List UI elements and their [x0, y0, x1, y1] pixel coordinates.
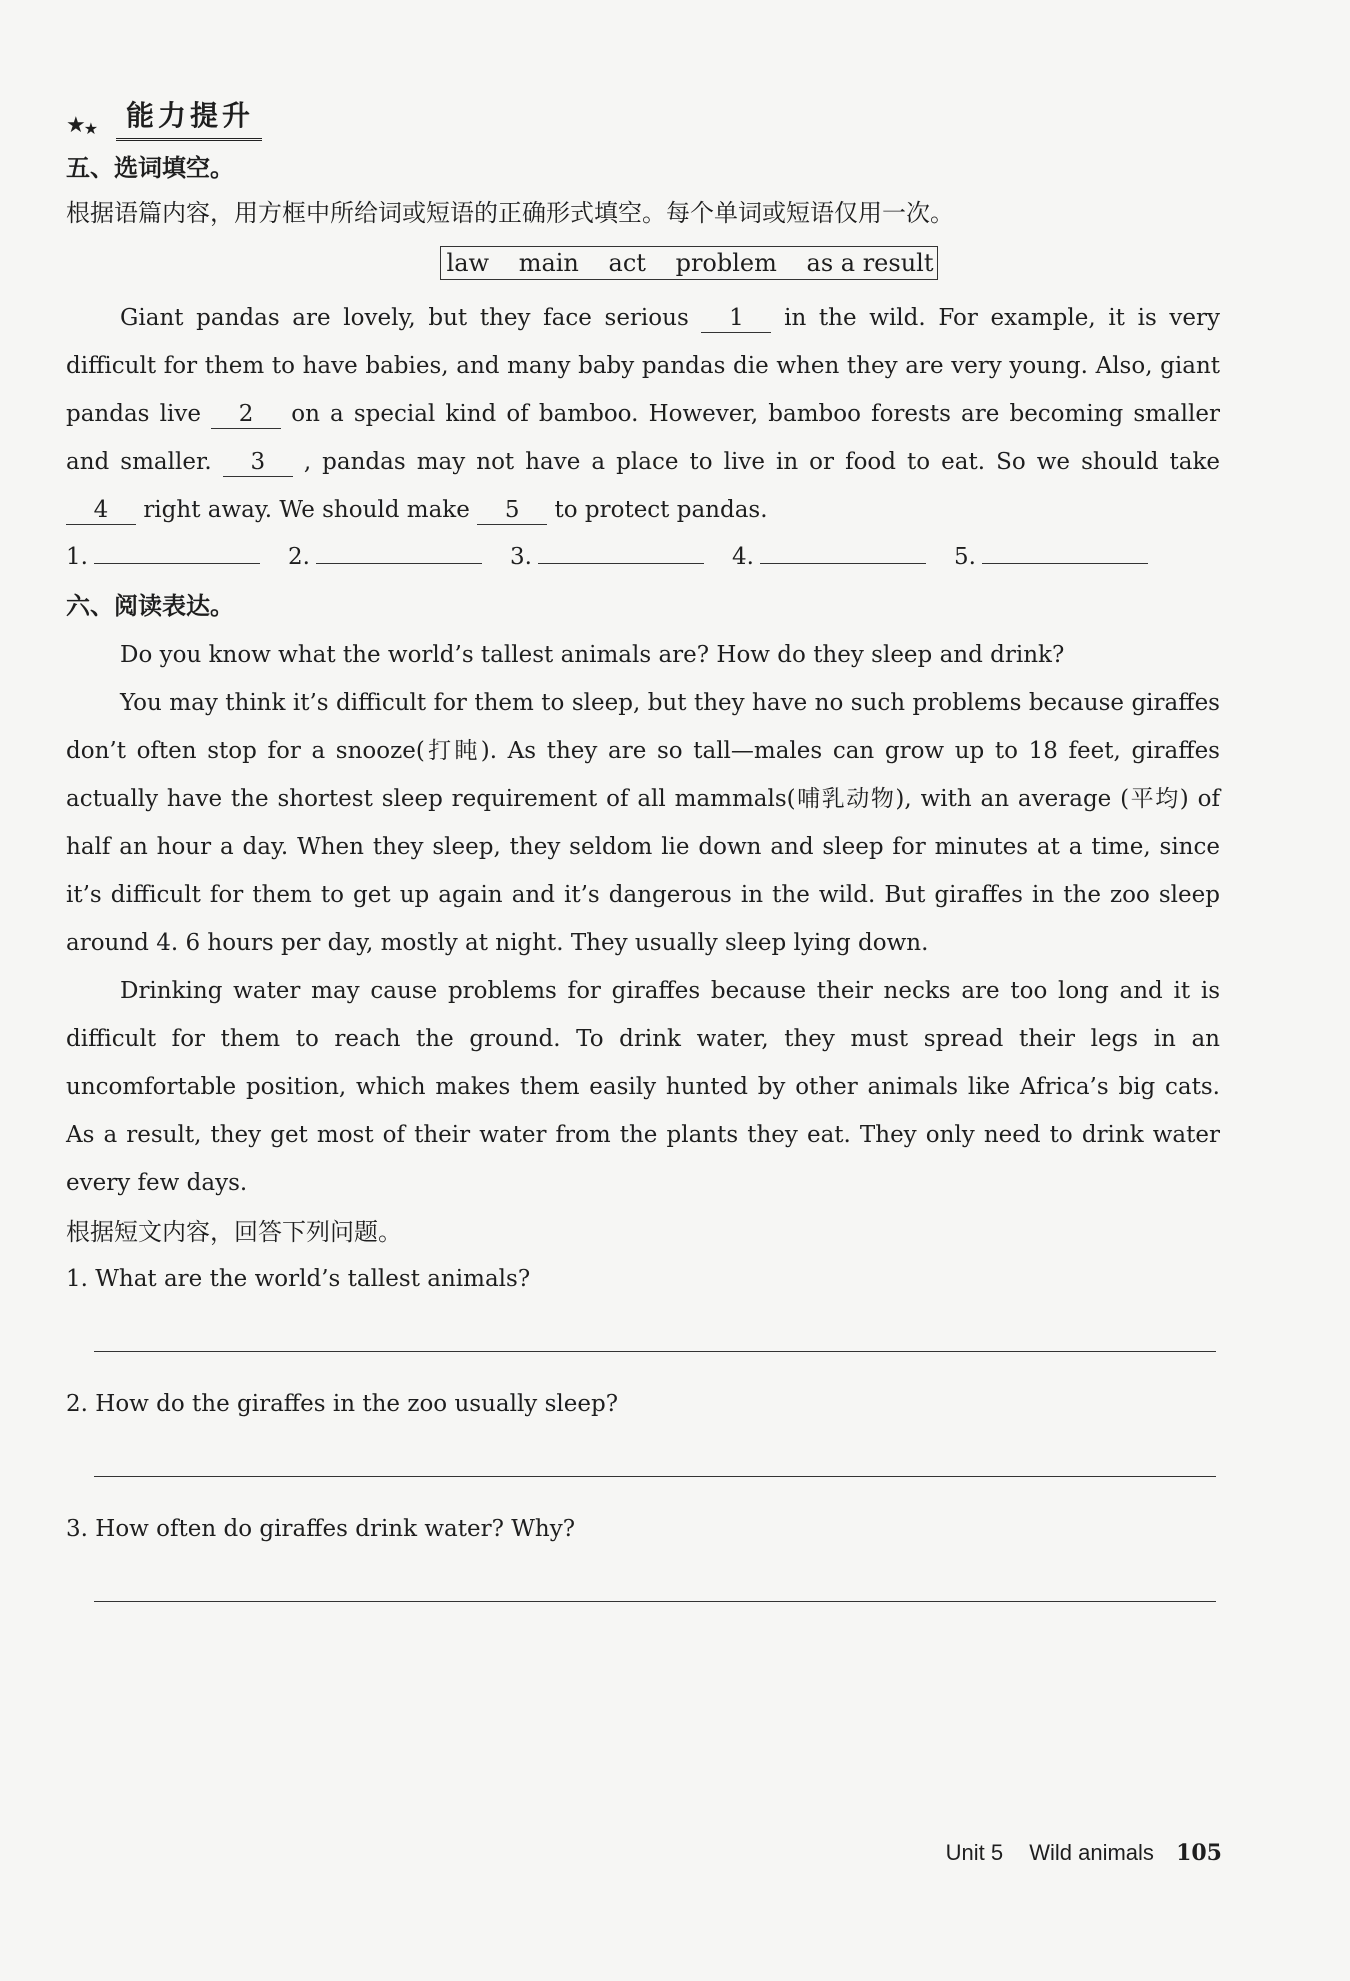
footer-unit: Unit 5	[945, 1840, 1004, 1865]
blank-1: 1	[701, 304, 771, 333]
page-number: 105	[1176, 1840, 1222, 1866]
footer-topic: Wild animals	[1029, 1840, 1154, 1865]
blank-4: 4	[66, 496, 136, 525]
page-content	[66, 92, 1220, 1630]
blank-5: 5	[477, 496, 547, 525]
answer-slot	[288, 534, 510, 580]
part5-heading: 五、选词填空。	[66, 154, 234, 182]
answer-slot	[510, 534, 732, 580]
word-box	[440, 246, 939, 280]
answer-row	[66, 534, 1220, 580]
stars-icon: ★ ★	[66, 113, 99, 138]
banner-title: 能力提升	[116, 94, 262, 141]
word-box-wrap	[66, 246, 1220, 280]
answer-label: 5.	[954, 544, 976, 570]
word-option: problem	[675, 249, 777, 277]
passage-text: Giant pandas are lovely, but they face serious	[120, 305, 689, 331]
question-1: 1. What are the world’s tallest animals?	[66, 1266, 531, 1292]
passage-text: in the wild. For example, it is very difficult for them to have babies, and many baby pandas die when they are very young. Also, giant pandas live	[66, 305, 1221, 427]
cloze-passage	[66, 294, 1220, 534]
passage-text: , pandas may not have a place to live in or food to eat. So we should take	[303, 449, 1220, 475]
word-option: act	[608, 249, 646, 277]
answer-slot	[732, 534, 954, 580]
question-3: 3. How often do giraffes drink water? Why?	[66, 1516, 576, 1542]
answer-field-2[interactable]	[316, 537, 482, 564]
answer-label: 2.	[288, 544, 310, 570]
section-banner	[66, 92, 1220, 142]
reading-paragraph-1: Do you know what the world’s tallest animals are? How do they sleep and drink?	[120, 642, 1065, 668]
answer-field-3[interactable]	[538, 537, 704, 564]
part6-instruction: 根据短文内容，回答下列问题。	[66, 1218, 402, 1246]
answer-field-4[interactable]	[760, 537, 926, 564]
page-footer	[946, 1840, 1222, 1866]
blank-2: 2	[211, 400, 281, 429]
answer-slot	[954, 534, 1176, 580]
answer-line-3[interactable]	[94, 1553, 1216, 1602]
answer-field-1[interactable]	[94, 537, 260, 564]
word-option: as a result	[806, 249, 934, 277]
passage-text: right away. We should make	[143, 497, 470, 523]
blank-3: 3	[223, 448, 293, 477]
answer-label: 3.	[510, 544, 532, 570]
reading-paragraph-2: You may think it’s difficult for them to sleep, but they have no such problems because giraffes don’t often stop for a snooze(打盹). As they are so tall—males can grow up to 18 feet, giraffes actually have the shortest sleep requirement of all mammals(哺乳动物), with an average (平均) of half an hour a day. When they sleep, they seldom lie down and sleep for minutes at a time, since it’s difficult for them to get up again and it’s dangerous in the wild. But giraffes in the zoo sleep around 4. 6 hours per day, mostly at night. They usually sleep lying down.	[66, 690, 1220, 956]
passage-text: on a special kind of bamboo. However, bamboo forests are becoming smaller and smaller.	[66, 401, 1221, 475]
answer-label: 4.	[732, 544, 754, 570]
answer-line-1[interactable]	[94, 1303, 1216, 1352]
word-option: law	[446, 249, 490, 277]
answer-line-2[interactable]	[94, 1428, 1216, 1477]
part5-instruction: 根据语篇内容，用方框中所给词或短语的正确形式填空。每个单词或短语仅用一次。	[66, 199, 954, 227]
answer-label: 1.	[66, 544, 88, 570]
part6-heading: 六、阅读表达。	[66, 592, 234, 620]
reading-paragraph-3: Drinking water may cause problems for giraffes because their necks are too long and it is difficult for them to reach the ground. To drink water, they must spread their legs in an uncomfortable position, which makes them easily hunted by other animals like Africa’s big cats. As a result, they get most of their water from the plants they eat. They only need to drink water every few days.	[66, 978, 1220, 1196]
word-option: main	[518, 249, 579, 277]
passage-text: to protect pandas.	[554, 497, 768, 523]
answer-slot	[66, 534, 288, 580]
question-2: 2. How do the giraffes in the zoo usually sleep?	[66, 1391, 619, 1417]
answer-field-5[interactable]	[982, 537, 1148, 564]
